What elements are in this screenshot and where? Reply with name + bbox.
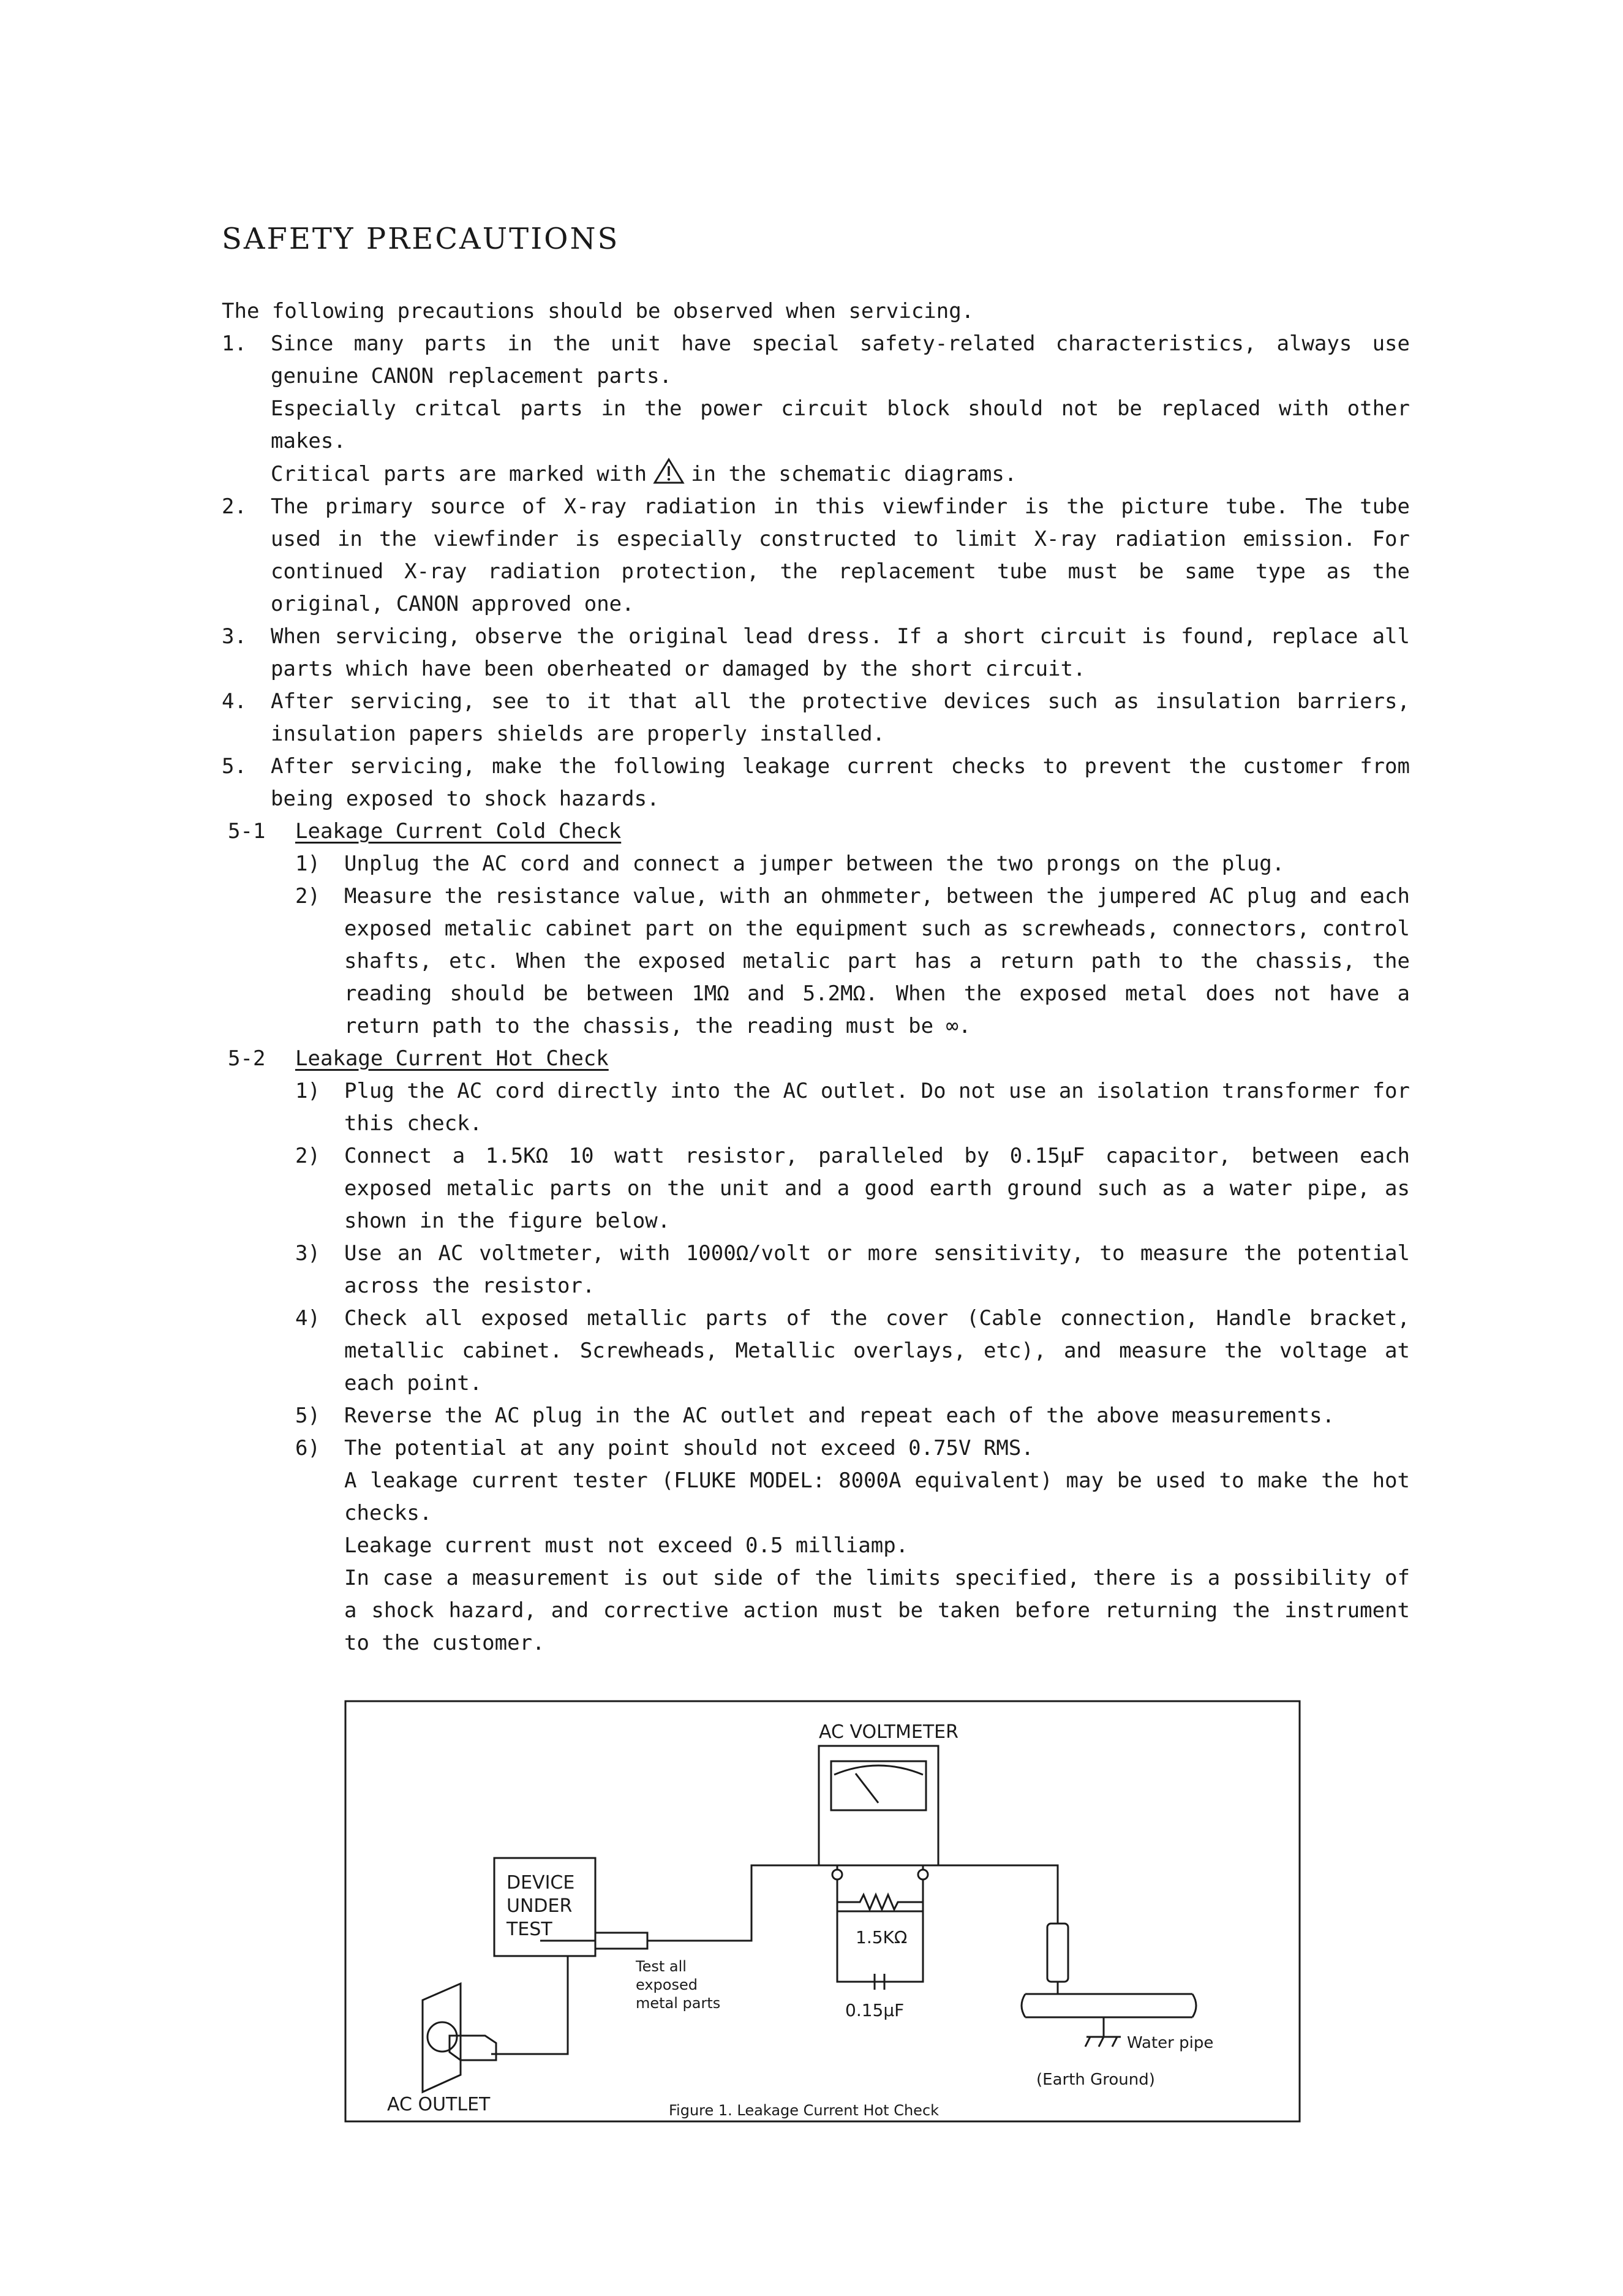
step-text: Connect a 1.5KΩ 10 watt resistor, paralleled by 0.15μF capacitor, between each exposed metalic parts on the unit and a good earth ground such as a water pipe, as shown in the figure below. xyxy=(344,1144,1410,1233)
hot-check-step xyxy=(222,1075,1410,1140)
hot-check-heading xyxy=(222,1043,1410,1075)
step-number: 2) xyxy=(295,1144,320,1168)
item-text: Especially critcal parts in the power circuit block should not be replaced with other makes. xyxy=(271,396,1410,453)
step-text: Unplug the AC cord and connect a jumper between the two prongs on the plug. xyxy=(344,852,1285,876)
meter-scale-arc xyxy=(834,1765,923,1775)
ground-hatch xyxy=(1085,2037,1090,2047)
precaution-item-2 xyxy=(222,491,1410,621)
cold-check-heading xyxy=(222,815,1410,848)
step-text: Plug the AC cord directly into the AC outlet. Do not use an isolation transformer for this check. xyxy=(344,1079,1410,1136)
device-label-line2: UNDER xyxy=(506,1895,573,1917)
step-text: Use an AC voltmeter, with 1000Ω/volt or more sensitivity, to measure the potential across the resistor. xyxy=(344,1241,1410,1298)
hot-check-step xyxy=(222,1400,1410,1432)
pipe-end-right xyxy=(1192,1994,1196,2017)
hot-check-step xyxy=(222,1140,1410,1237)
precautions-body xyxy=(222,295,1410,1660)
note-text: Leakage current must not exceed 0.5 milliamp. xyxy=(344,1533,909,1558)
step-number: 4) xyxy=(295,1306,320,1331)
step-text: Reverse the AC plug in the AC outlet and repeat each of the above measurements. xyxy=(344,1403,1335,1428)
earth-clip xyxy=(1047,1924,1068,1982)
wire-meter-earth xyxy=(923,1865,1058,1924)
intro-text: The following precautions should be observed when servicing. xyxy=(222,299,974,323)
wire-probe-meter xyxy=(647,1865,837,1941)
step-text: Measure the resistance value, with an ohmmeter, between the jumpered AC plug and each exposed metalic cabinet part on the equipment such as screwheads, connectors, control shafts, etc. When the exposed metalic part has a return path to the chassis, the reading should be between 1MΩ and 5.2MΩ. When the exposed metal does not have a return path to the chassis, the reading must be ∞. xyxy=(344,884,1410,1038)
item-text: After servicing, make the following leakage current checks to prevent the customer from being exposed to shock hazards. xyxy=(271,754,1410,811)
cold-check-step xyxy=(222,848,1410,880)
item-number: 1. xyxy=(222,331,247,356)
test-probe xyxy=(595,1933,647,1949)
cold-check-step xyxy=(222,880,1410,1043)
voltmeter-label: AC VOLTMETER xyxy=(819,1721,958,1743)
capacitor-label: 0.15μF xyxy=(845,2000,905,2020)
device-label-line3: TEST xyxy=(506,1919,552,1940)
page-title: SAFETY PRECAUTIONS xyxy=(222,222,620,256)
warning-triangle-icon xyxy=(653,458,685,485)
precaution-item-3 xyxy=(222,621,1410,685)
step-number: 1) xyxy=(295,852,320,876)
resistor-label: 1.5KΩ xyxy=(856,1927,908,1947)
outlet-socket xyxy=(427,2022,457,2052)
precaution-item-1 xyxy=(222,328,1410,491)
probe-label-line3: metal parts xyxy=(636,1995,721,2012)
section-title: Leakage Current Cold Check xyxy=(295,819,622,844)
section-title: Leakage Current Hot Check xyxy=(295,1046,609,1071)
meter-face xyxy=(831,1761,926,1810)
step-text: Check all exposed metallic parts of the cover (Cable connection, Handle bracket, metallic cabinet. Screwheads, Metallic overlays, etc), and measure the voltage at each point. xyxy=(344,1306,1410,1395)
circuit-diagram xyxy=(344,1700,1301,2123)
hot-check-step xyxy=(222,1237,1410,1302)
ground-hatch xyxy=(1112,2037,1117,2047)
hot-check-step xyxy=(222,1302,1410,1400)
note-text: In case a measurement is out side of the limits specified, there is a possibility of a shock hazard, and corrective action must be taken before returning the instrument to the customer. xyxy=(344,1566,1410,1655)
probe-label-line2: exposed xyxy=(636,1976,698,1993)
ac-outlet-label: AC OUTLET xyxy=(387,2094,491,2115)
item-text-critical xyxy=(271,458,1410,491)
earth-ground-label: (Earth Ground) xyxy=(1036,2071,1155,2089)
item-text: After servicing, see to it that all the protective devices such as insulation barriers, insulation papers shields are properly installed. xyxy=(271,689,1410,746)
water-pipe-label: Water pipe xyxy=(1127,2034,1214,2052)
wire-device-outlet xyxy=(491,1956,568,2054)
resistor-symbol xyxy=(837,1895,923,1909)
step-number: 2) xyxy=(295,884,320,908)
step-number: 1) xyxy=(295,1079,320,1103)
item-text: The primary source of X-ray radiation in this viewfinder is the picture tube. The tube used in the viewfinder is especially constructed to limit X-ray radiation emission. For continued X-ray radiation protection, the replacement tube must be same type as the original, CANON approved one. xyxy=(271,494,1410,616)
step-text: The potential at any point should not exceed 0.75V RMS. xyxy=(344,1436,1034,1460)
item-number: 2. xyxy=(222,494,247,519)
ground-hatch xyxy=(1099,2037,1104,2047)
precaution-item-5 xyxy=(222,750,1410,815)
item-number: 3. xyxy=(222,624,247,649)
figure-frame xyxy=(345,1701,1300,2121)
item-number: 4. xyxy=(222,689,247,714)
step-number: 5) xyxy=(295,1403,320,1428)
probe-label-line1: Test all xyxy=(636,1958,687,1975)
figure-leakage-hot-check xyxy=(344,1700,1301,2123)
figure-caption: Figure 1. Leakage Current Hot Check xyxy=(669,2102,940,2119)
item-text: When servicing, observe the original lead dress. If a short circuit is found, replace all parts which have been oberheated or damaged by the short circuit. xyxy=(271,624,1410,681)
voltmeter-box xyxy=(819,1746,938,1865)
terminal-right xyxy=(918,1870,928,1879)
hot-check-step xyxy=(222,1432,1410,1660)
step-number: 6) xyxy=(295,1436,320,1460)
terminal-left xyxy=(832,1870,842,1879)
figure-labels xyxy=(387,1721,1213,2119)
meter-needle xyxy=(856,1773,878,1803)
step-number: 3) xyxy=(295,1241,320,1266)
section-number: 5-2 xyxy=(228,1046,266,1071)
note-text: A leakage current tester (FLUKE MODEL: 8000A equivalent) may be used to make the hot checks. xyxy=(344,1468,1410,1525)
device-label-line1: DEVICE xyxy=(506,1872,575,1894)
section-number: 5-1 xyxy=(228,819,266,844)
critical-text-after: in the schematic diagrams. xyxy=(691,462,1017,486)
pipe-end-left xyxy=(1022,1994,1025,2017)
item-text: Since many parts in the unit have special safety-related characteristics, always use genuine CANON replacement parts. xyxy=(271,331,1410,388)
critical-text-before: Critical parts are marked with xyxy=(271,462,647,486)
precaution-item-4 xyxy=(222,685,1410,750)
item-number: 5. xyxy=(222,754,247,779)
